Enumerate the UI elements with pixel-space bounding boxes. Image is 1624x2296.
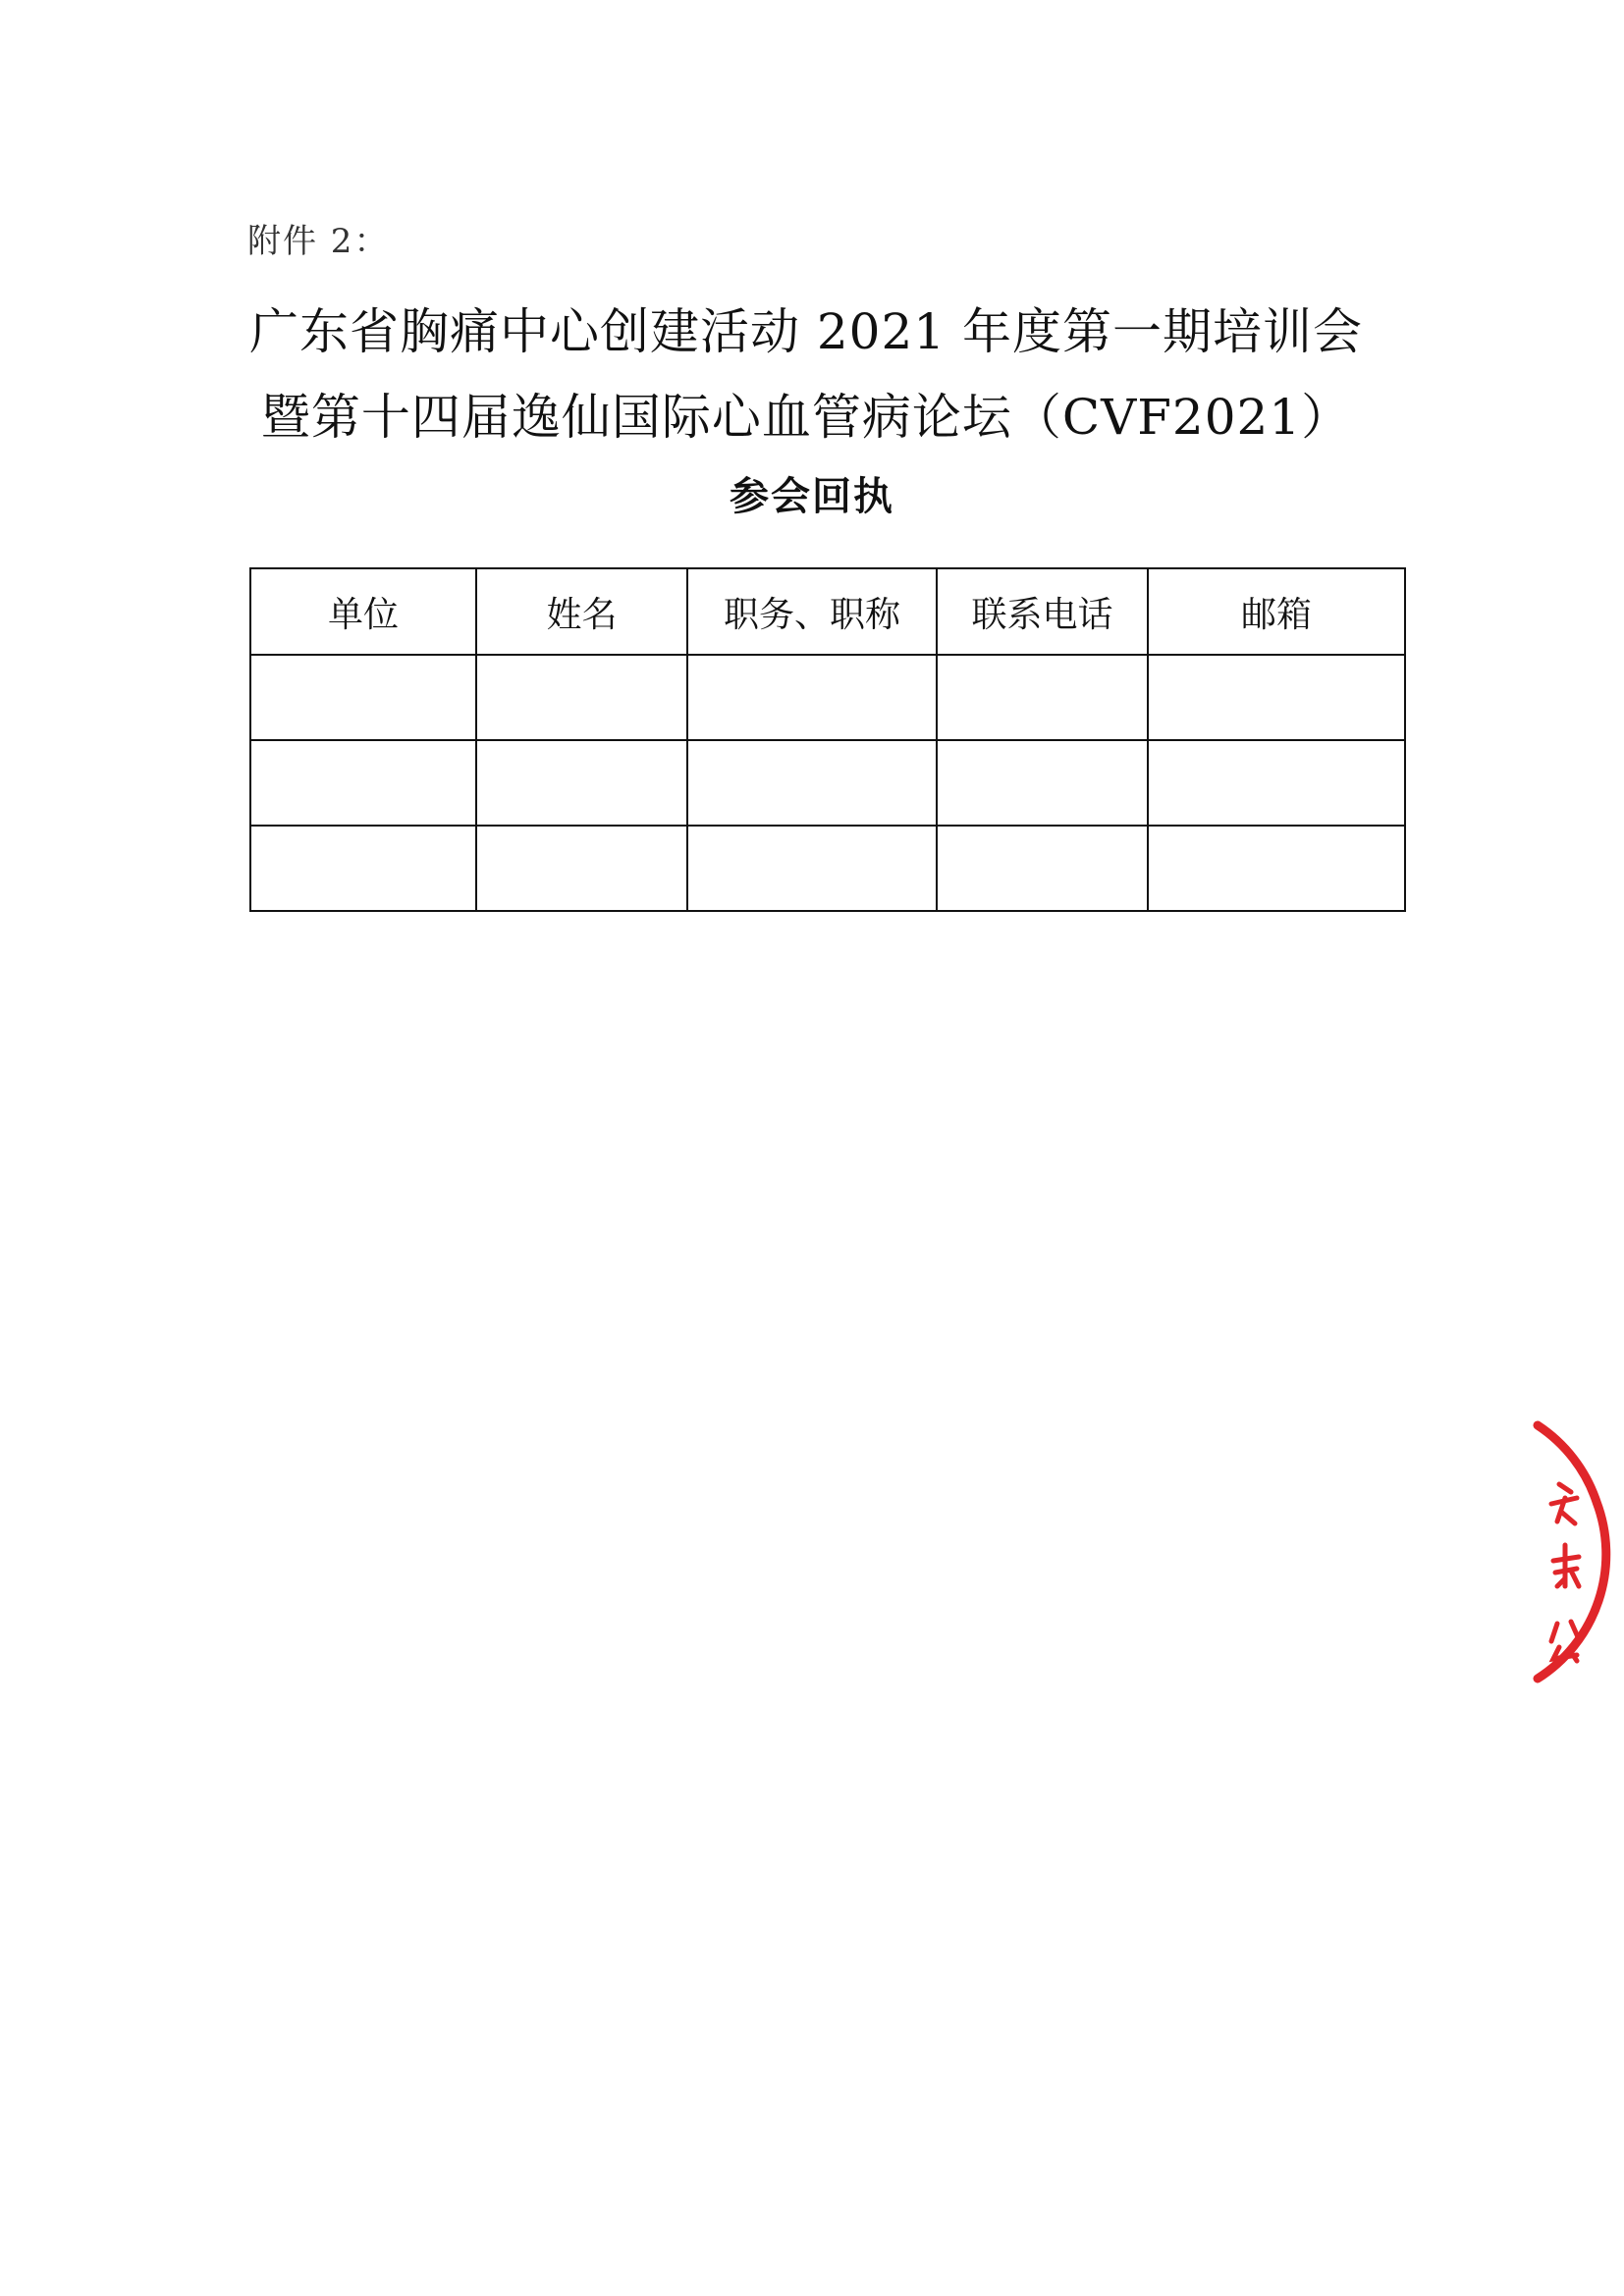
cell-position-title[interactable] xyxy=(687,655,937,740)
cell-position-title[interactable] xyxy=(687,826,937,911)
official-seal-stamp xyxy=(1532,1414,1624,1698)
cell-name[interactable] xyxy=(476,740,687,826)
header-phone: 联系电话 xyxy=(937,568,1148,655)
attachment-label: 附件 2： xyxy=(247,222,390,261)
cell-organization[interactable] xyxy=(250,655,476,740)
header-name: 姓名 xyxy=(476,568,687,655)
seal-icon xyxy=(1532,1414,1624,1698)
cell-phone[interactable] xyxy=(937,655,1148,740)
cell-email[interactable] xyxy=(1148,740,1405,826)
cell-organization[interactable] xyxy=(250,740,476,826)
document-title-line-2: 暨第十四届逸仙国际心血管病论坛（CVF2021） xyxy=(260,389,1352,446)
header-organization: 单位 xyxy=(250,568,476,655)
table-row xyxy=(250,826,1405,911)
table-row xyxy=(250,655,1405,740)
cell-position-title[interactable] xyxy=(687,740,937,826)
cell-phone[interactable] xyxy=(937,740,1148,826)
cell-email[interactable] xyxy=(1148,826,1405,911)
cell-email[interactable] xyxy=(1148,655,1405,740)
header-email: 邮箱 xyxy=(1148,568,1405,655)
cell-phone[interactable] xyxy=(937,826,1148,911)
table-row xyxy=(250,740,1405,826)
cell-name[interactable] xyxy=(476,655,687,740)
form-subtitle: 参会回执 xyxy=(730,474,894,519)
registration-reply-table xyxy=(249,567,1406,912)
header-position-title: 职务、职称 xyxy=(687,568,937,655)
document-title-line-1: 广东省胸痛中心创建活动 2021 年度第一期培训会 xyxy=(248,303,1364,360)
table-header-row xyxy=(250,568,1405,655)
cell-organization[interactable] xyxy=(250,826,476,911)
cell-name[interactable] xyxy=(476,826,687,911)
